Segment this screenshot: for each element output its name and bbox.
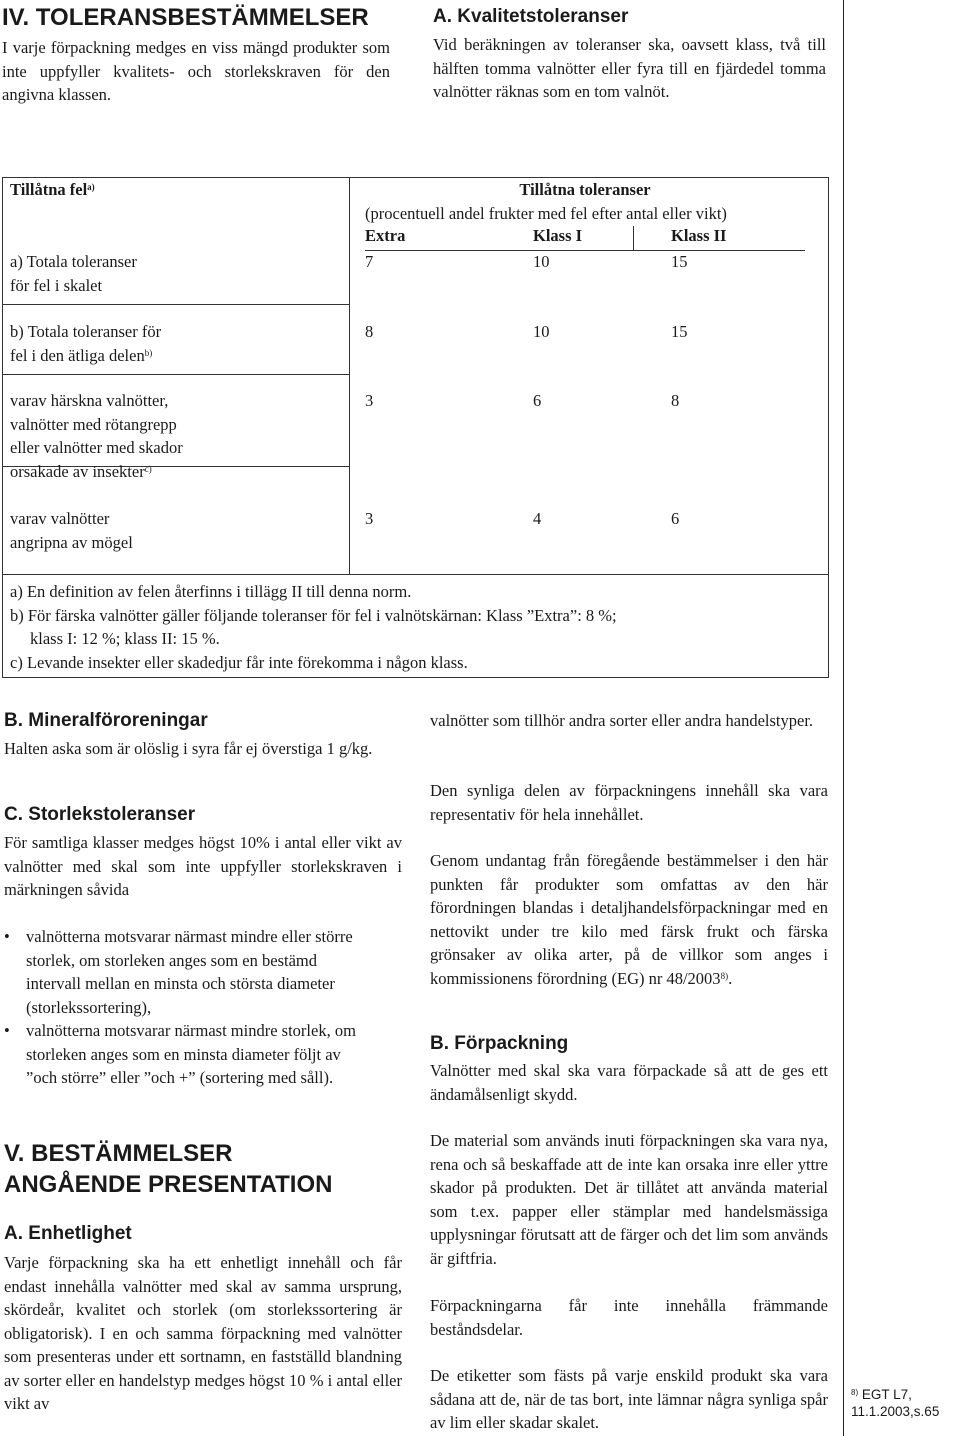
table-header-title: Tillåtna toleranser bbox=[519, 180, 651, 199]
class-header-klass-2: Klass II bbox=[671, 226, 727, 245]
right-para-6: Förpackningarna får inte innehålla främmande beståndsdelar. bbox=[430, 1296, 828, 1339]
table-cell: 15 bbox=[671, 252, 688, 271]
right-para-1: valnötter som tillhör andra sorter eller andra handelstyper. bbox=[430, 711, 814, 730]
right-para-5: De material som används inuti förpackningen ska vara nya, rena och så beskaffade att de inte kan orsaka inre eller yttre skador på produkten. Det är tillåtet att använda material som t.ex. papper eller stämplar med handelsmässiga upplysningar förutsatt att de färger och det lim som används är giftfria. bbox=[430, 1131, 828, 1268]
right-para-2: Den synliga delen av förpackningens innehåll ska vara representativ för hela innehållet. bbox=[430, 781, 828, 824]
section-v-heading: V. BESTÄMMELSER ANGÅENDE PRESENTATION bbox=[4, 1140, 333, 1198]
uniformity-heading: A. Enhetlighet bbox=[4, 1223, 132, 1244]
quality-text: Vid beräkningen av toleranser ska, oavsett klass, två till hälften tomma valnötter eller fyra till en fjärdedel tomma valnötter räknas som en tom valnöt. bbox=[433, 35, 826, 101]
table-note: a) En definition av felen återfinns i tillägg II till denna norm. bbox=[10, 582, 412, 601]
table-cell: 10 bbox=[533, 322, 550, 341]
table-row-label: varav valnötter angripna av mögel bbox=[10, 509, 133, 552]
table-cell: 4 bbox=[533, 509, 542, 528]
size-bullets bbox=[4, 925, 376, 1090]
table-header-subtitle: (procentuell andel frukter med fel efter antal eller vikt) bbox=[365, 204, 727, 223]
table-row-label: varav härskna valnötter, valnötter med rötangrepp eller valnötter med skador orsakade av insekter$^{c)}$ bbox=[10, 391, 183, 481]
table-column-divider bbox=[349, 178, 350, 574]
margin-rule bbox=[843, 0, 844, 1436]
table-cell: 8 bbox=[671, 391, 680, 410]
table-row-label: a) Totala toleranser för fel i skalet bbox=[10, 252, 137, 295]
table-cell: 8 bbox=[365, 322, 374, 341]
footnote-ref: 8) bbox=[720, 970, 729, 981]
table-rule bbox=[3, 374, 349, 375]
table-cell: 3 bbox=[365, 391, 374, 410]
right-para-4: Valnötter med skal ska vara förpackade så att de ges ett ändamålsenligt skydd. bbox=[430, 1061, 828, 1104]
table-cell: 6 bbox=[671, 509, 680, 528]
right-para-3: Genom undantag från föregående bestämmelser i den här punkten får produkter som omfattas av den här förordningen blandas i detaljhandelsförpackningar med en nettovikt under tre kilo med färsk frukt och färska grönsaker av olika arter, på de villkor som anges i kommissionens förordning (EG) nr 48/2003$^{8)}$. bbox=[430, 851, 828, 988]
table-note: klass I: 12 %; klass II: 15 %. bbox=[30, 629, 220, 648]
class-header-klass-1: Klass I bbox=[533, 226, 583, 245]
table-row-label: b) Totala toleranser för fel i den ätliga delen$^{b)}$ bbox=[10, 322, 162, 365]
class-header-extra: Extra bbox=[365, 226, 406, 245]
table-cell: 10 bbox=[533, 252, 550, 271]
margin-footnote: $^{8)}$ EGT L7, 11.1.2003,s.65 bbox=[851, 1387, 940, 1419]
tolerance-table bbox=[2, 177, 829, 678]
size-heading: C. Storlekstoleranser bbox=[4, 804, 196, 825]
table-rule bbox=[3, 304, 349, 305]
section-iv-heading: IV. TOLERANSBESTÄMMELSER bbox=[2, 4, 369, 31]
quality-heading: A. Kvalitetstoleranser bbox=[433, 6, 629, 27]
table-notes bbox=[10, 580, 820, 674]
class-header-divider bbox=[633, 226, 634, 250]
list-item: • valnötterna motsvarar närmast mindre storlek, om storleken anges som en minsta diameter följt av ”och större” eller ”och +” (sortering med såll). bbox=[4, 1019, 376, 1090]
size-text: För samtliga klasser medges högst 10% i antal eller vikt av valnötter med skal som inte uppfyller storlekskraven i märkningen såvida bbox=[4, 833, 402, 899]
table-note: c) Levande insekter eller skadedjur får inte förekomma i någon klass. bbox=[10, 652, 468, 672]
uniformity-text: Varje förpackning ska ha ett enhetligt innehåll och får endast innehålla valnötter med skal av samma ursprung, skördeår, kvalitet och storlek (om storlekssortering är obligatorisk). I en och samma förpackning med valnötter som presenteras under ett sortnamn, en fastställd blandning av sorter eller en handelstyp medges högst 10 % i antal eller vikt av bbox=[4, 1253, 402, 1413]
table-cell: 15 bbox=[671, 322, 688, 341]
table-cell: 6 bbox=[533, 391, 542, 410]
class-header-row bbox=[365, 226, 805, 251]
section-iv-intro: I varje förpackning medges en viss mängd produkter som inte uppfyller kvalitets- och storlekskraven för den angivna klassen. bbox=[2, 38, 390, 104]
packaging-heading: B. Förpackning bbox=[430, 1033, 569, 1054]
table-header-left: Tillåtna fel$^{a)}$ bbox=[10, 180, 95, 199]
table-rule bbox=[3, 574, 828, 575]
mineral-heading: B. Mineralföroreningar bbox=[4, 710, 208, 731]
table-note: b) För färska valnötter gäller följande toleranser för fel i valnötskärnan: Klass ”Extra”: 8 %; bbox=[10, 605, 617, 625]
mineral-text: Halten aska som är olöslig i syra får ej överstiga 1 g/kg. bbox=[4, 739, 373, 758]
list-item: • valnötterna motsvarar närmast mindre eller större storlek, om storleken anges som en bestämd intervall mellan en minsta och största diameter (storlekssortering), bbox=[4, 925, 376, 1019]
table-cell: 3 bbox=[365, 509, 374, 528]
table-cell: 7 bbox=[365, 252, 374, 271]
right-para-7: De etiketter som fästs på varje enskild produkt ska vara sådana att de, när de tas bort, inte lämnar några synliga spår av lim eller skadar skalet. bbox=[430, 1366, 828, 1432]
